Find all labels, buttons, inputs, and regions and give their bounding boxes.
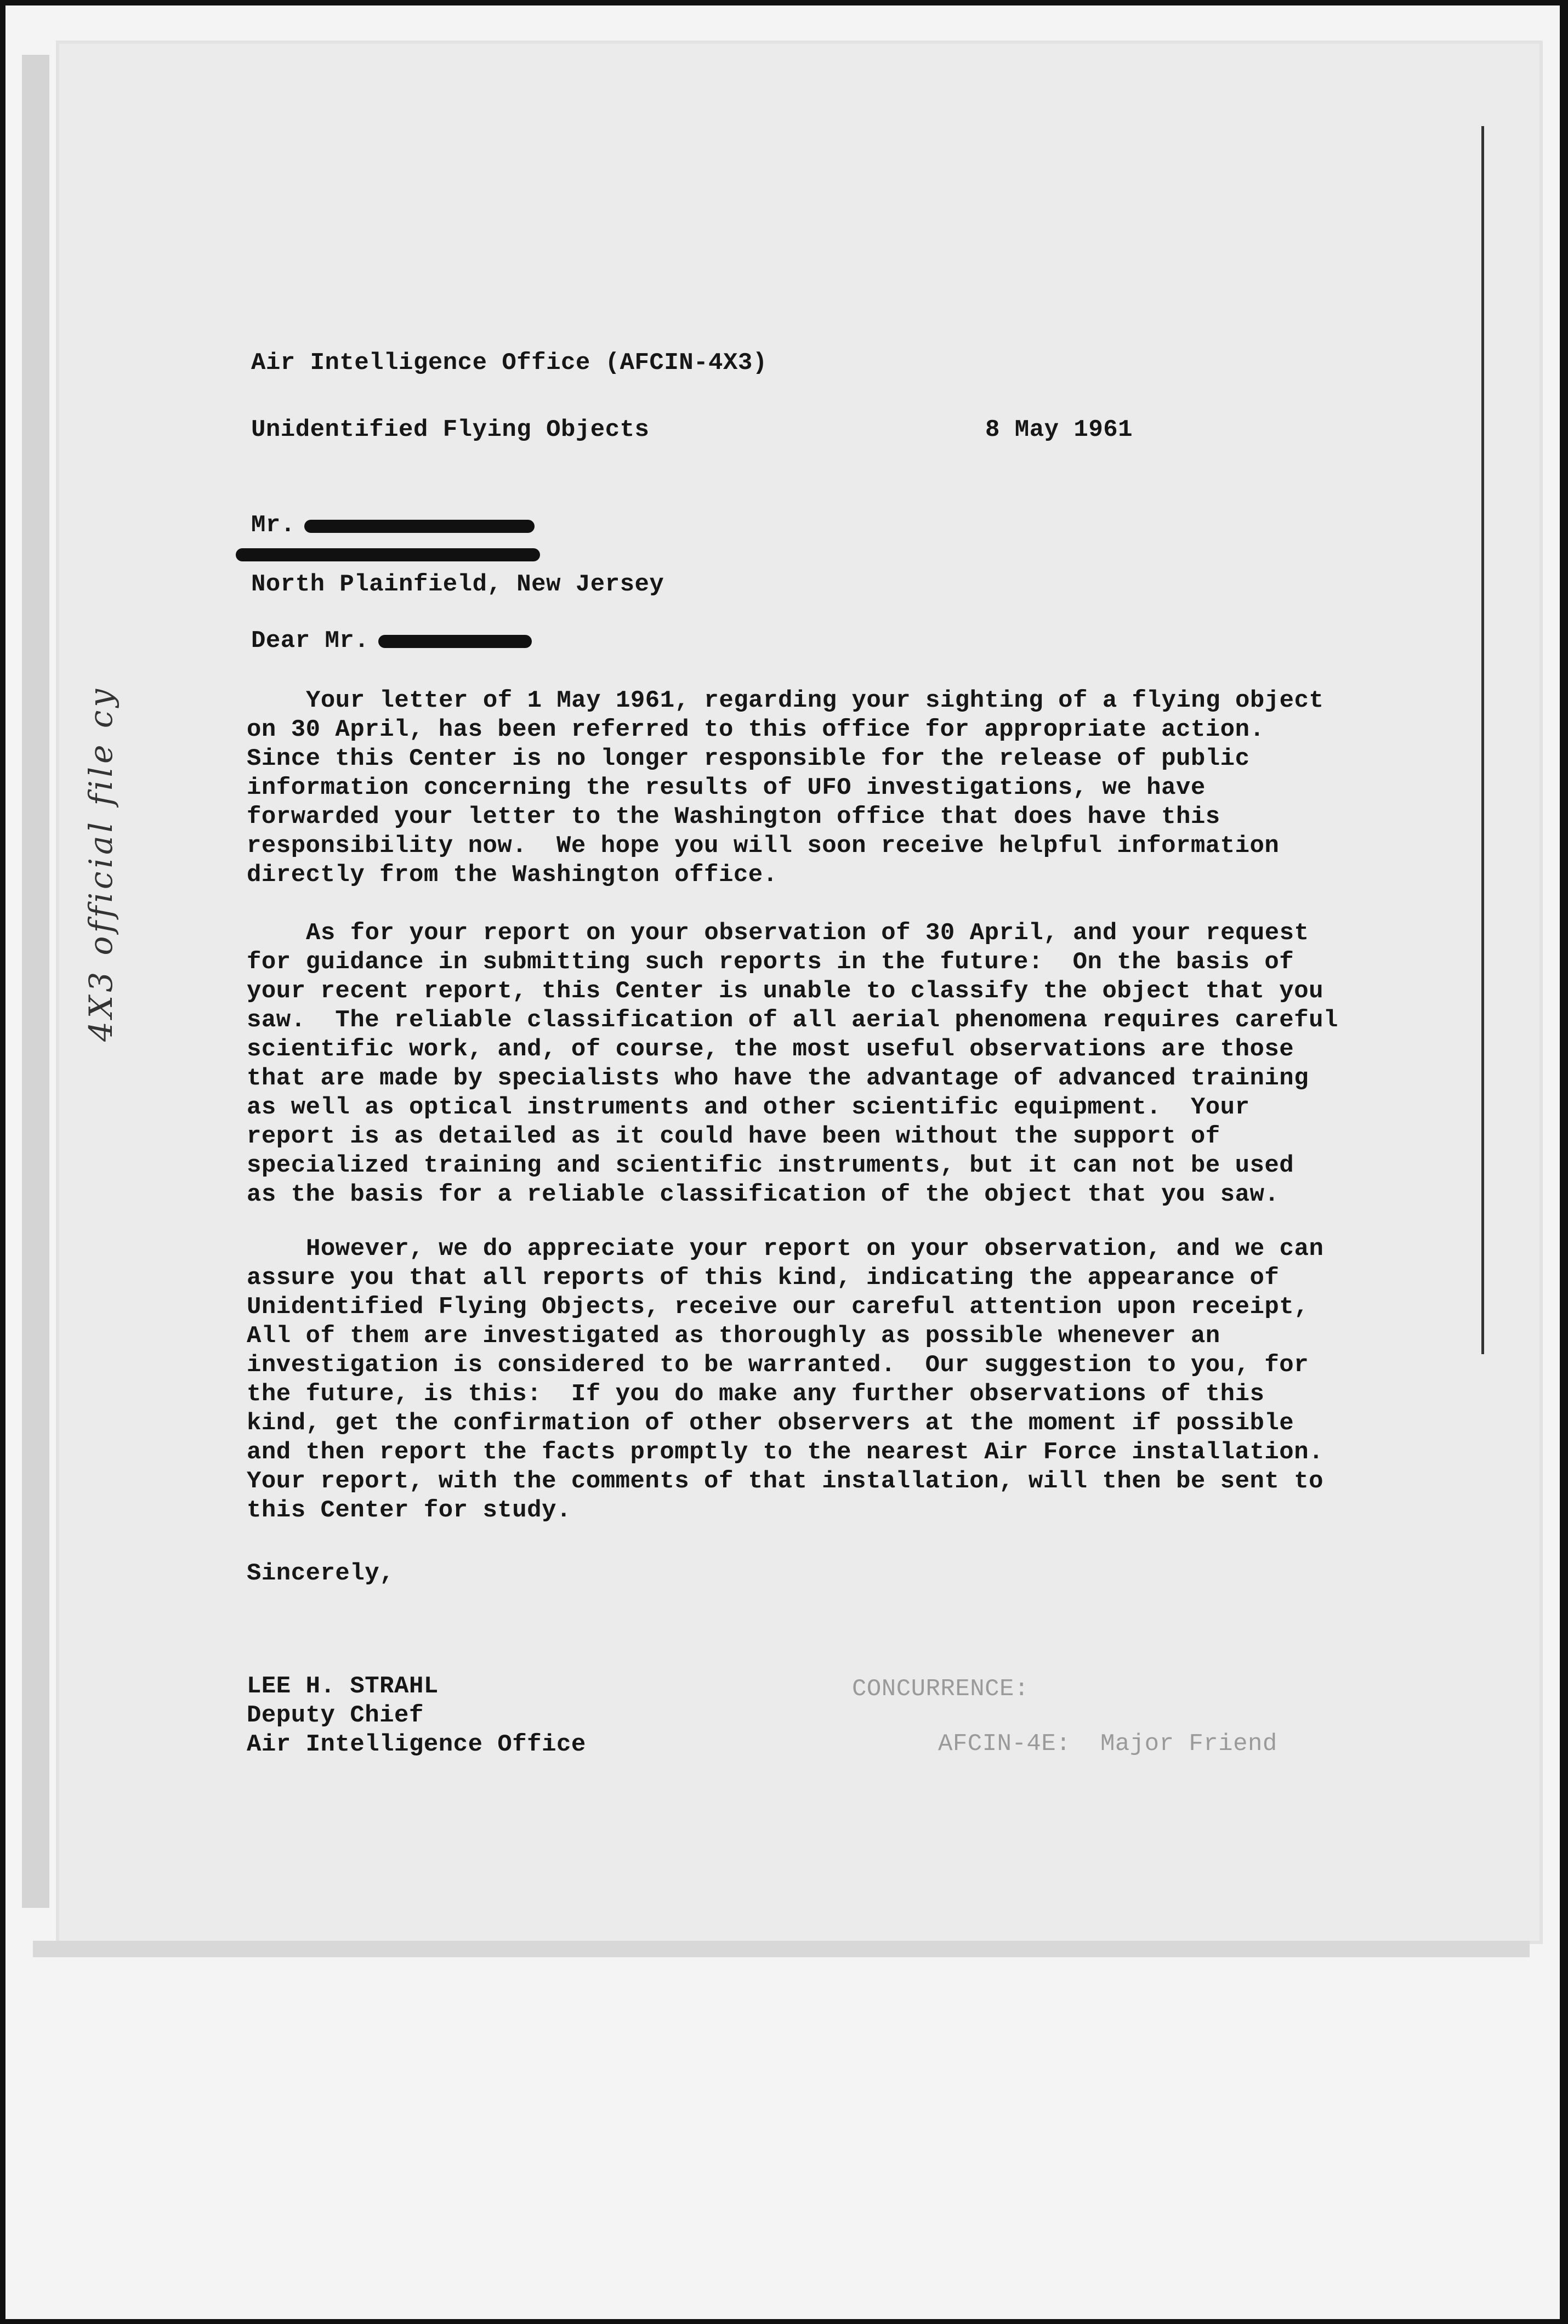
text-line: as the basis for a reliable classification of the object that you saw.: [247, 1181, 1280, 1208]
text-line: specialized training and scientific instruments, but it can not be used: [247, 1152, 1294, 1179]
text-line: as well as optical instruments and other scientific equipment. Your: [247, 1094, 1250, 1121]
text-line: kind, get the confirmation of other observers at the moment if possible: [247, 1410, 1294, 1437]
text-line: scientific work, and, of course, the most useful observations are those: [247, 1036, 1294, 1063]
letter-date: 8 May 1961: [985, 416, 1133, 444]
subject-line: Unidentified Flying Objects: [251, 416, 650, 444]
concurrence-label: CONCURRENCE:: [852, 1675, 1029, 1703]
text-line: information concerning the results of UFO investigations, we have: [247, 774, 1206, 802]
signature-block: [247, 1672, 586, 1759]
text-line: responsibility now. We hope you will soon receive helpful information: [247, 832, 1280, 860]
text-line: Unidentified Flying Objects, receive our careful attention upon receipt,: [247, 1293, 1309, 1321]
from-office: Air Intelligence Office (AFCIN-4X3): [251, 349, 768, 377]
scan-edge-bottom: [33, 1941, 1530, 1957]
redacted-name: [304, 520, 535, 533]
scan-edge: [22, 55, 49, 1908]
handwritten-margin-note: 4X3 official file cy: [82, 685, 120, 1042]
text-line: that are made by specialists who have the advantage of advanced training: [247, 1065, 1309, 1092]
valediction: Sincerely,: [247, 1560, 395, 1587]
text-line: Since this Center is no longer responsible for the release of public: [247, 745, 1250, 772]
signer-office: Air Intelligence Office: [247, 1731, 586, 1758]
text-line: forwarded your letter to the Washington office that does have this: [247, 803, 1220, 831]
signer-name: LEE H. STRAHL: [247, 1673, 439, 1700]
text-line: on 30 April, has been referred to this office for appropriate action.: [247, 716, 1265, 743]
text-line: saw. The reliable classification of all aerial phenomena requires careful: [247, 1007, 1338, 1034]
text-line: and then report the facts promptly to the nearest Air Force installation.: [247, 1439, 1324, 1466]
greeting: Dear Mr.: [251, 627, 370, 655]
redacted-greeting-name: [378, 635, 532, 648]
addressee-city: North Plainfield, New Jersey: [251, 571, 664, 598]
text-line: However, we do appreciate your report on your observation, and we can: [306, 1235, 1324, 1263]
text-line: As for your report on your observation of 30 April, and your request: [306, 919, 1309, 947]
signer-title: Deputy Chief: [247, 1702, 424, 1729]
paragraph-1: [247, 686, 1323, 890]
text-line: the future, is this: If you do make any further observations of this: [247, 1380, 1265, 1408]
text-line: All of them are investigated as thoroughly as possible whenever an: [247, 1322, 1220, 1350]
addressee-prefix: Mr.: [251, 512, 296, 539]
paragraph-3: [247, 1235, 1323, 1525]
text-line: report is as detailed as it could have been without the support of: [247, 1123, 1220, 1150]
margin-line: [1481, 126, 1484, 1354]
text-line: Your letter of 1 May 1961, regarding your sighting of a flying object: [306, 687, 1324, 714]
paragraph-2: [247, 919, 1338, 1209]
text-line: your recent report, this Center is unable to classify the object that you: [247, 978, 1324, 1005]
redacted-street: [236, 548, 540, 561]
text-line: Your report, with the comments of that installation, will then be sent to: [247, 1468, 1324, 1495]
text-line: assure you that all reports of this kind, indicating the appearance of: [247, 1264, 1280, 1292]
text-line: investigation is considered to be warranted. Our suggestion to you, for: [247, 1351, 1309, 1379]
concurrence-entry: AFCIN-4E: Major Friend: [938, 1730, 1277, 1758]
text-line: for guidance in submitting such reports in the future: On the basis of: [247, 948, 1294, 976]
text-line: directly from the Washington office.: [247, 861, 778, 889]
text-line: this Center for study.: [247, 1497, 571, 1524]
